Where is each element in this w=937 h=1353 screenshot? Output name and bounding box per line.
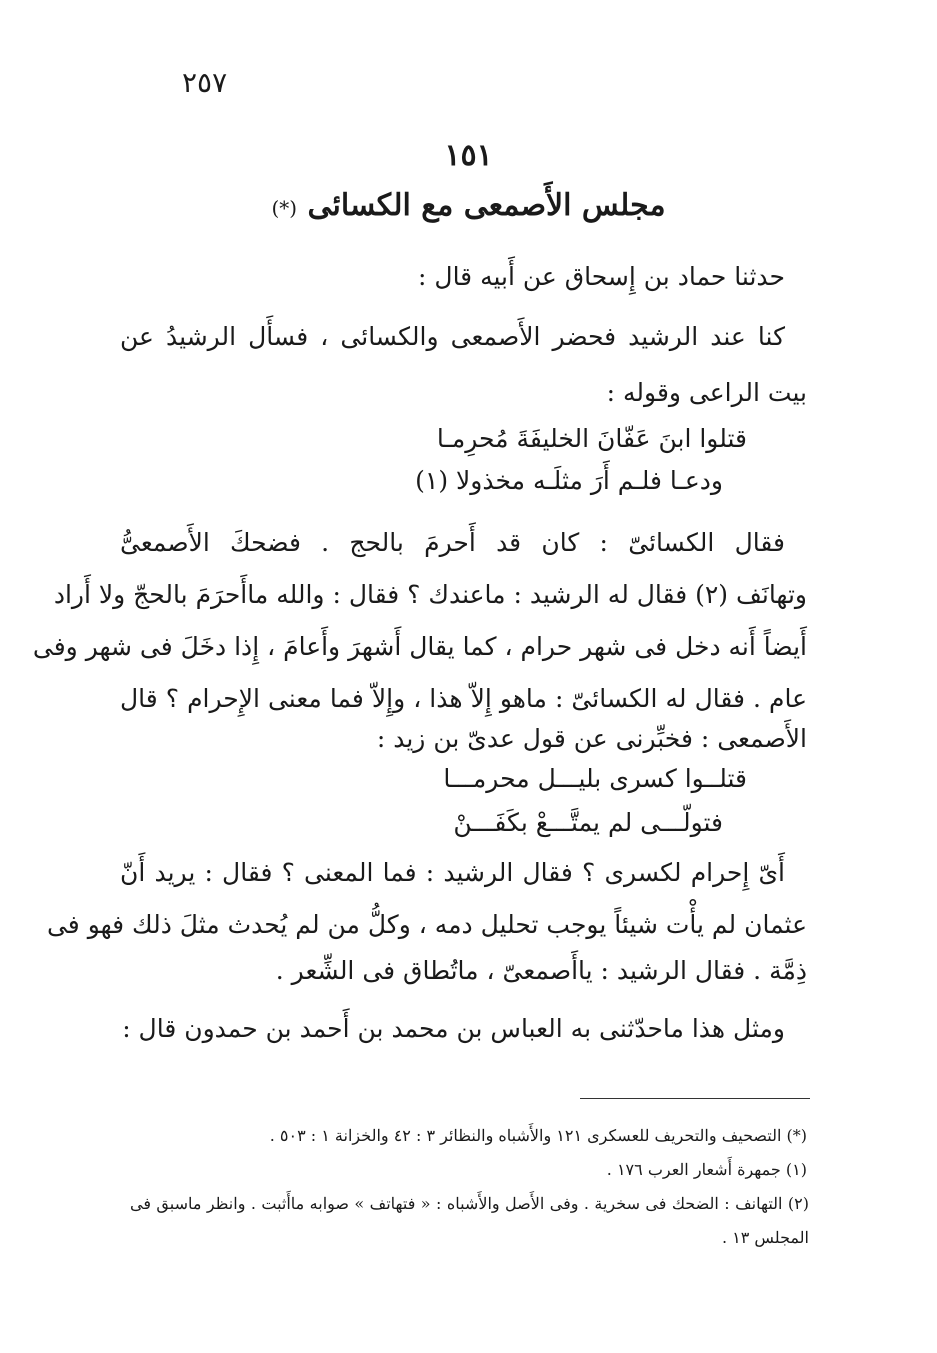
paragraph-line: عام . فقال له الكسائىّ : ماهو إِلاّ هذا ، وإِلاّ فما معنى الإِحرام ؟ قال [120, 684, 807, 713]
intro-line: حدثنا حماد بن إِسحاق عن أَبيه قال : [418, 262, 785, 291]
paragraph-line: عثمان لم يأْت شيئاً يوجب تحليل دمه ، وكلُّ من لم يُحدث مثلَ ذلك فهو فى [46, 910, 807, 939]
paragraph-line: ذِمَّة . فقال الرشيد : ياأَصمعىّ ، ماتُطاق فى الشِّعر . [275, 956, 807, 985]
footnote: (*) التصحيف والتحريف للعسكرى ١٢١ والأَشباه والنظائر ٣ : ٤٢ والخزانة ١ : ٥٠٣ . [269, 1126, 807, 1145]
chapter-title-text: مجلس الأَصمعى مع الكسائى [307, 188, 666, 223]
paragraph-line: كنا عند الرشيد فحضر الأَصمعى والكسائى ، فسأَل الرشيدُ عن [120, 322, 785, 351]
verse-line: فتولّـــى لم يمتَّـــعْ بكَفَـــنْ [453, 808, 723, 837]
paragraph-line: ومثل هذا ماحدّثنى به العباس بن محمد بن أَحمد بن حمدون قال : [122, 1014, 785, 1043]
paragraph-line: فقال الكسائىّ : كان قد أَحرمَ بالحج . فضحكَ الأَصمعىُّ [120, 528, 785, 557]
footnote: (٢) التهانف : الضحك فى سخرية . وفى الأَصل والأَشباه : « فتهاتف » صوابه ماأَثبت . وانظر ماسبق فى [130, 1194, 809, 1213]
chapter-number: ١٥١ [444, 138, 493, 173]
title-footnote-marker: (*) [271, 196, 298, 220]
paragraph-line: الأَصمعى : فخبِّرنى عن قول عدىّ بن زيد : [376, 724, 807, 753]
footnote-continuation: المجلس ١٣ . [721, 1228, 809, 1247]
paragraph-line: أَيضاً أَنه دخل فى شهر حرام ، كما يقال أَشهرَ وأَعامَ ، إِذا دخَلَ فى شهر وفى [32, 632, 807, 661]
verse-line: قتلوا ابنَ عَفّانَ الخليفَةَ مُحرِمـا [436, 424, 747, 453]
verse-line: قتلــوا كسرى بليـــل محرمـــا [443, 764, 747, 793]
paragraph-line: أَىّ إِحرام لكسرى ؟ فقال الرشيد : فما المعنى ؟ فقال : يريد أَنّ [120, 858, 785, 887]
page-number: ٢٥٧ [182, 66, 228, 99]
chapter-title [0, 188, 937, 223]
paragraph-line: بيت الراعى وقوله : [606, 378, 807, 407]
footnote: (١) جمهرة أَشعار العرب ١٧٦ . [606, 1160, 807, 1179]
verse-line: ودعـا فلـم أَرَ مثلَـه مخذولا (١) [415, 466, 723, 495]
paragraph-line: وتهانَف (٢) فقال له الرشيد : ماعندك ؟ فقال : والله ماأَحرَمَ بالحجّ ولا أَراد [53, 580, 807, 609]
footnote-separator [580, 1098, 810, 1099]
